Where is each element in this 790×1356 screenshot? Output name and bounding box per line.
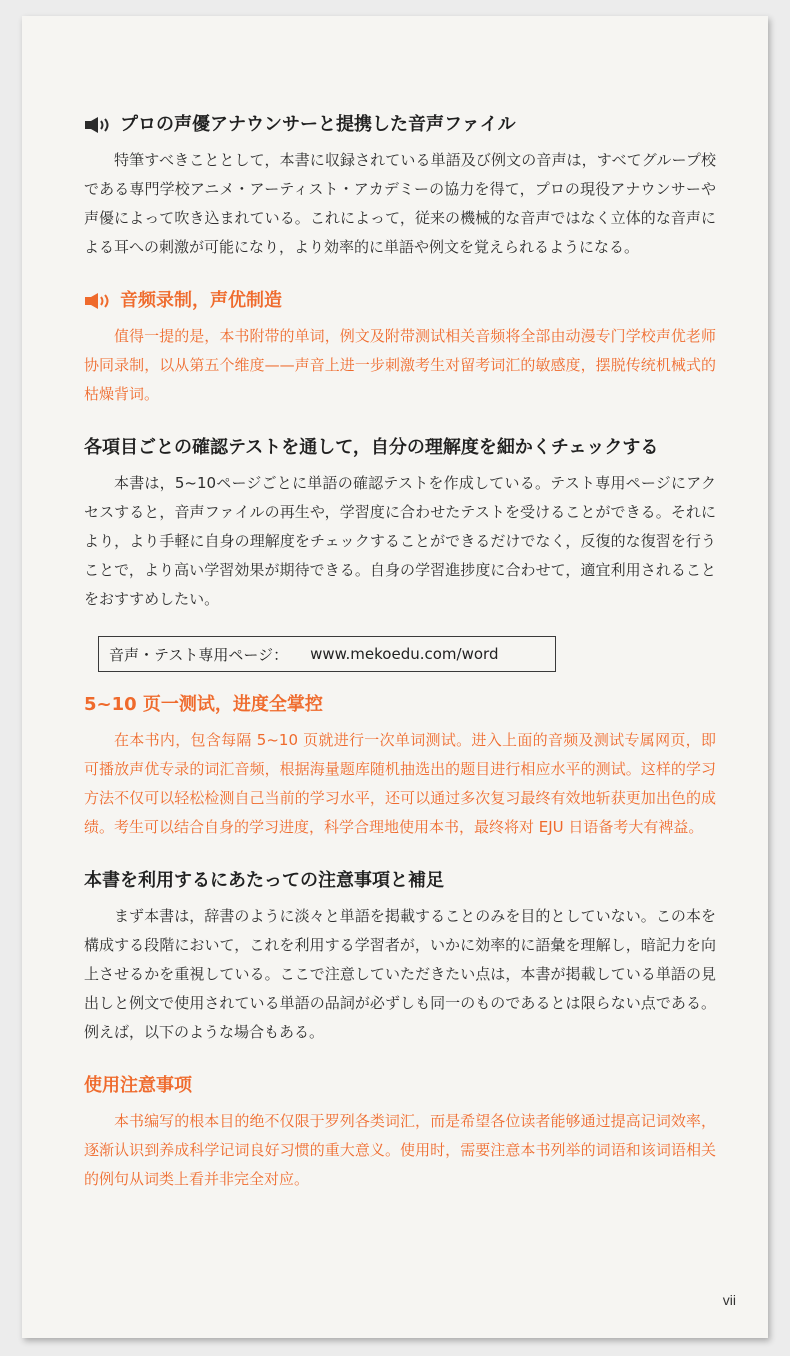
- section-2-zh-heading: [84, 692, 716, 718]
- section-2-zh-heading-text: 5~10 页一测试，进度全掌控: [84, 694, 323, 715]
- url-label: 音声・テスト専用ページ：: [109, 645, 289, 664]
- page-number: vii: [722, 1292, 736, 1308]
- speaker-icon: [84, 292, 114, 310]
- section-2-ja-heading: [84, 435, 716, 461]
- section-3-ja-heading: [84, 868, 716, 894]
- section-1-ja-paragraph: 特筆すべきこととして，本書に収録されている単語及び例文の音声は，すべてグループ校である専門学校アニメ・アーティスト・アカデミーの協力を得て，プロの現役アナウンサーや声優によって吹き込まれている。これによって，従来の機械的な音声ではなく立体的な音声による耳への刺激が可能になり，より効率的に単語や例文を覚えられるようになる。: [84, 151, 716, 256]
- section-1-ja-heading: [84, 112, 716, 138]
- section-1-zh-heading: [84, 288, 716, 314]
- section-3-ja-heading-text: 本書を利用するにあたっての注意事項と補足: [84, 870, 444, 891]
- section-2-zh-paragraph: 在本书内，包含每隔 5~10 页就进行一次单词测试。进入上面的音频及测试专属网页，即可播放声优专录的词汇音频，根据海量题库随机抽选出的题目进行相应水平的测试。这样的学习方法不仅可以轻松检测自己当前的学习水平，还可以通过多次复习最终有效地斩获更加出色的成绩。考生可以结合自身的学习进度，科学合理地使用本书，最终将对 EJU 日语备考大有裨益。: [84, 731, 716, 836]
- spacer: [84, 1047, 716, 1073]
- test-page-url-box: [98, 636, 556, 672]
- section-3-zh-heading: [84, 1073, 716, 1099]
- spacer: [84, 262, 716, 288]
- section-2-ja-paragraph: 本書は，5~10ページごとに単語の確認テストを作成している。テスト専用ページにアクセスすると，音声ファイルの再生や，学習度に合わせたテストを受けることができる。それにより，より手軽に自身の理解度をチェックすることができるだけでなく，反復的な復習を行うことで，より高い学習効果が期待できる。自身の学習進捗度に合わせて，適宜利用されることをおすすめしたい。: [84, 474, 716, 608]
- page-content: [84, 112, 716, 1194]
- section-3-ja-paragraph: まず本書は，辞書のように淡々と単語を掲載することのみを目的としていない。この本を構成する段階において，これを利用する学習者が，いかに効率的に語彙を理解し，暗記力を向上させるかを重視している。ここで注意していただきたい点は，本書が掲載している単語の見出しと例文で使用されている単語の品詞が必ずしも同一のものであるとは限らない点である。例えば，以下のような場合もある。: [84, 907, 716, 1041]
- spacer: [84, 842, 716, 868]
- section-1-zh-heading-text: 音频录制，声优制造: [120, 290, 282, 311]
- section-3-zh-paragraph: 本书编写的根本目的绝不仅限于罗列各类词汇，而是希望各位读者能够通过提高记词效率，逐渐认识到养成科学记词良好习惯的重大意义。使用时，需要注意本书列举的词语和该词语相关的例句从词类上看并非完全对应。: [84, 1112, 716, 1188]
- speaker-icon: [84, 116, 114, 134]
- spacer: [84, 409, 716, 435]
- test-page-url[interactable]: www.mekoedu.com/word: [310, 645, 499, 663]
- section-3-zh-heading-text: 使用注意事项: [84, 1075, 192, 1096]
- section-1-zh-paragraph: 值得一提的是，本书附带的单词，例文及附带测试相关音频将全部由动漫专门学校声优老师协同录制，以从第五个维度——声音上进一步刺激考生对留考词汇的敏感度，摆脱传统机械式的枯燥背词。: [84, 327, 716, 403]
- section-2-ja-heading-text: 各項目ごとの確認テストを通して，自分の理解度を細かくチェックする: [84, 437, 659, 458]
- book-page: [22, 16, 768, 1338]
- section-1-ja-heading-text: プロの声優アナウンサーと提携した音声ファイル: [120, 114, 516, 135]
